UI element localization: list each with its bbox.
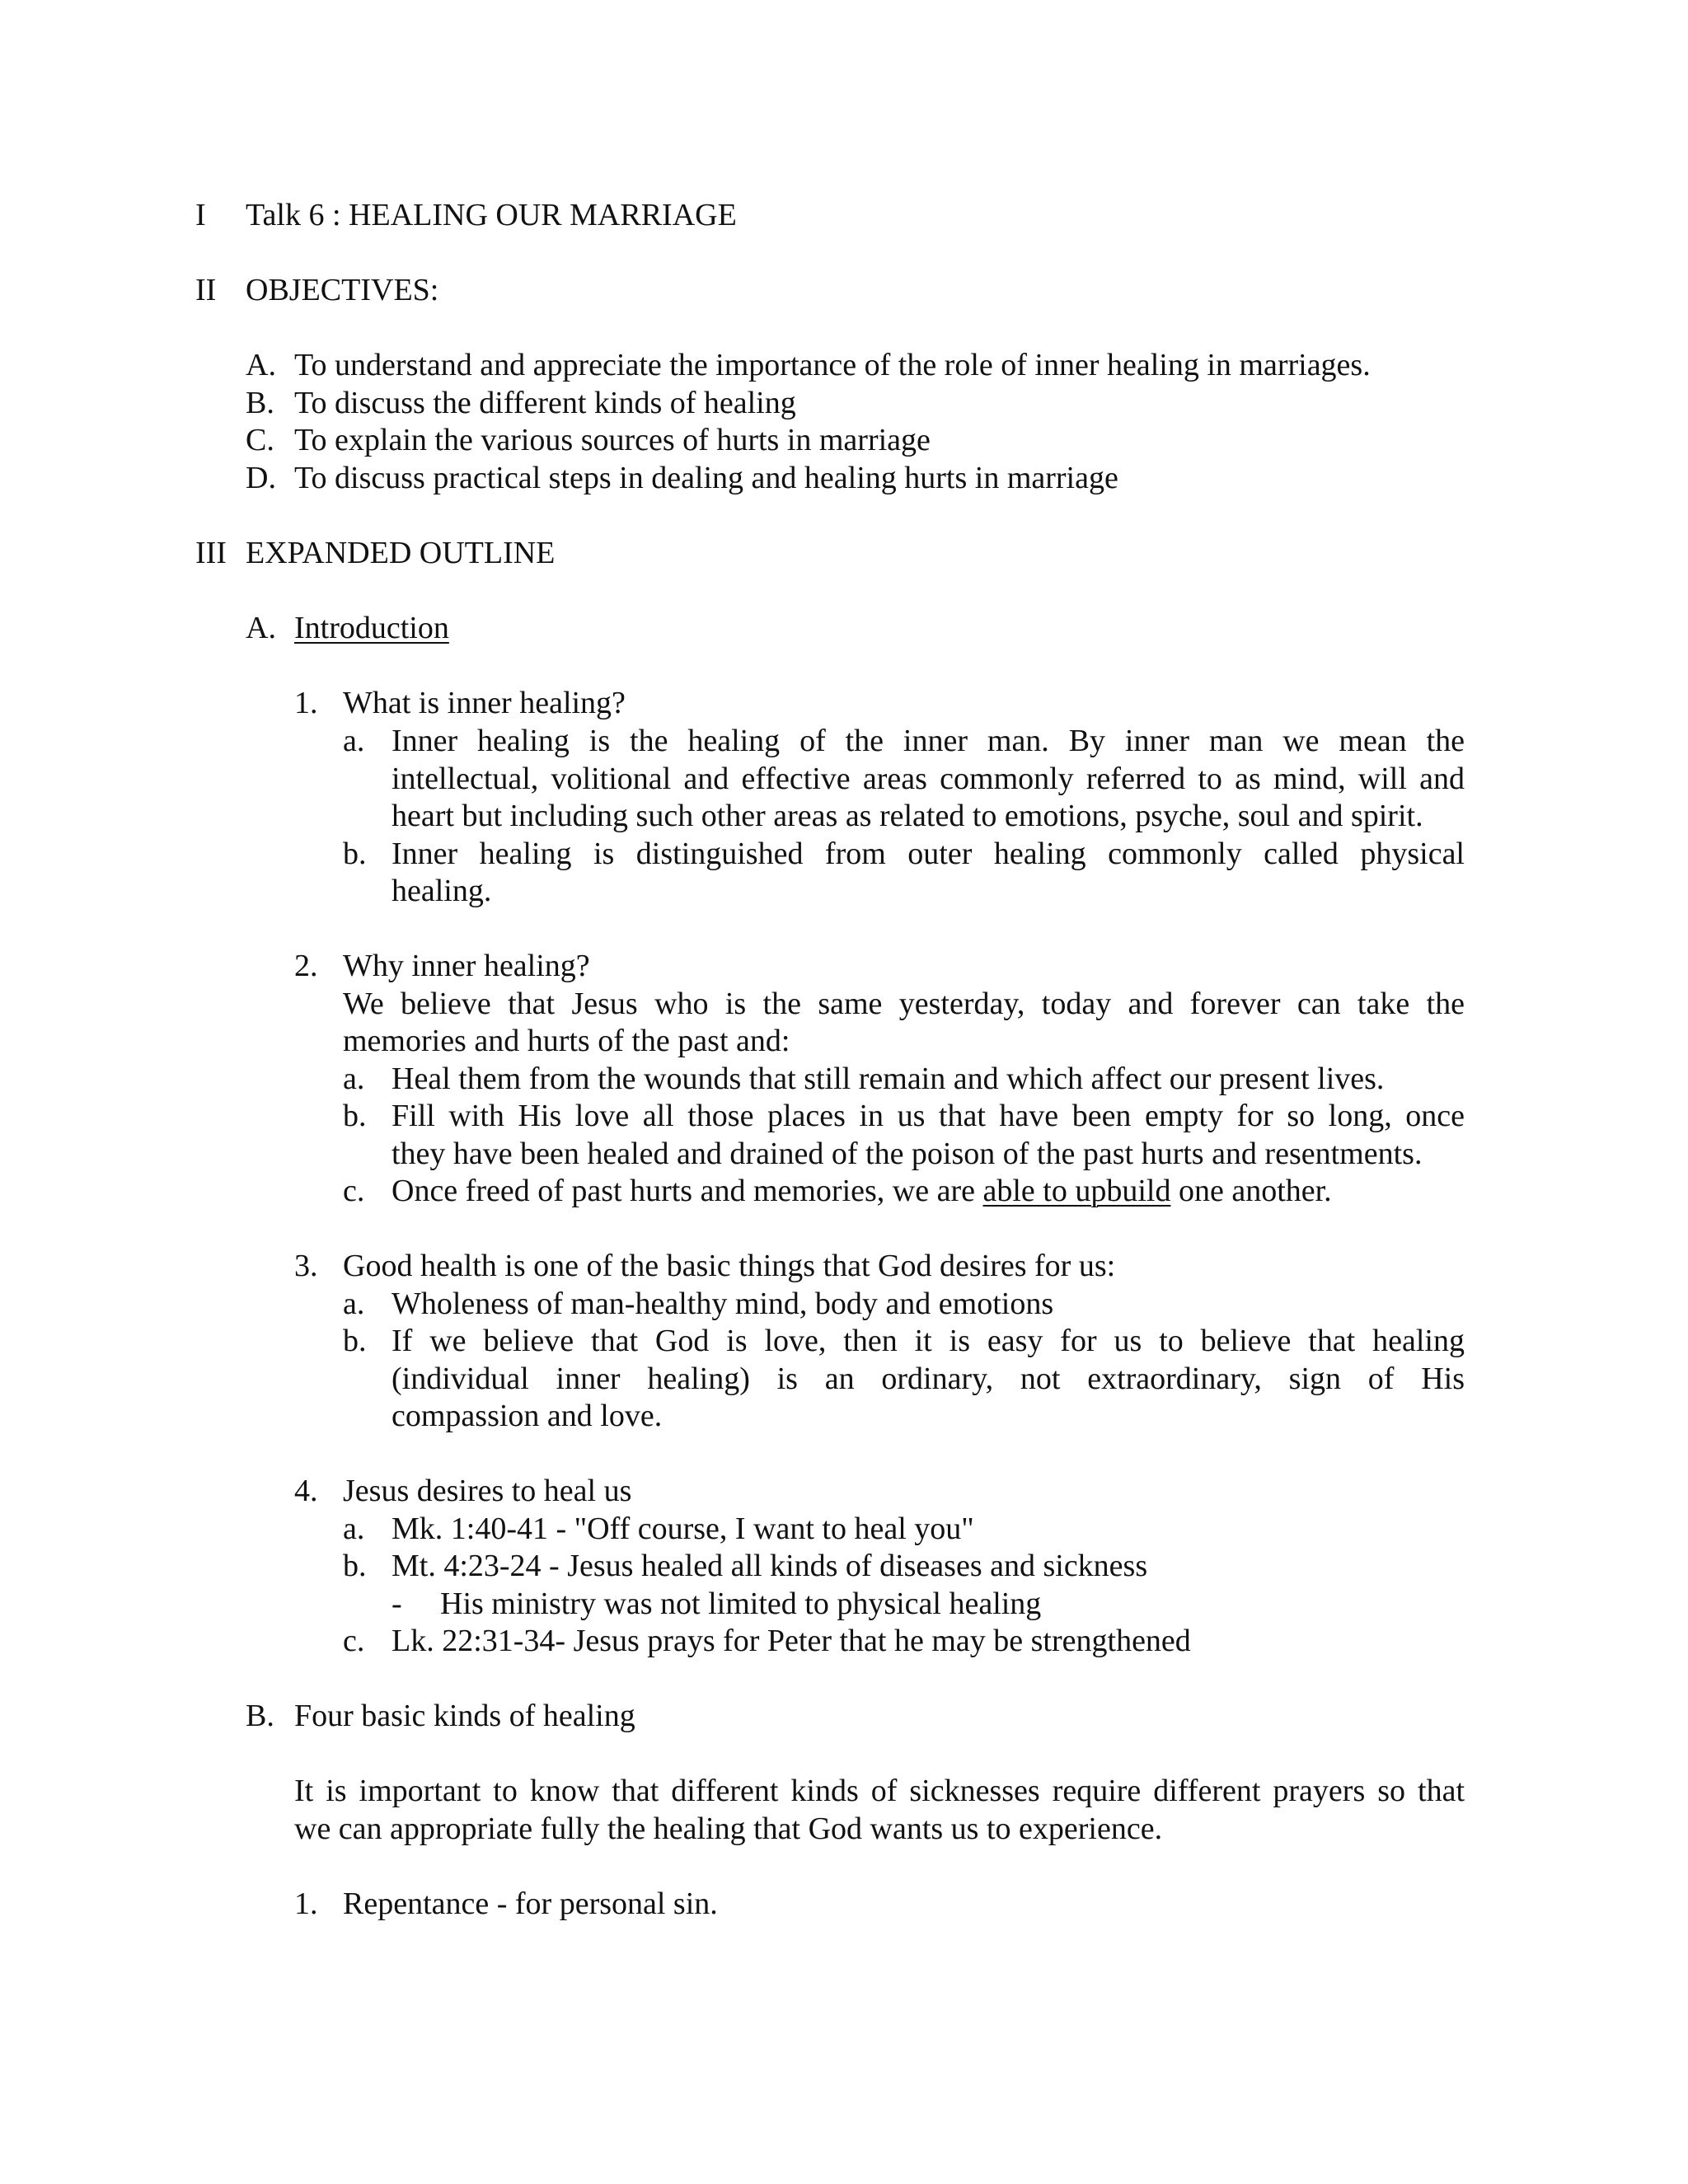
- list-label: b.: [343, 1549, 367, 1583]
- list-label: c.: [343, 1624, 365, 1658]
- body-line: It is important to know that different kinds of sicknesses require different prayers so that: [294, 1774, 1465, 1808]
- section-number: I: [195, 198, 206, 232]
- list-label: b.: [343, 1324, 367, 1358]
- list-label: a.: [343, 1062, 365, 1096]
- point-heading: Good health is one of the basic things that God desires for us:: [343, 1249, 1116, 1283]
- list-number: 4.: [294, 1474, 318, 1508]
- body-line: Inner healing is distinguished from outer healing commonly called physical: [392, 837, 1465, 871]
- list-number: 2.: [294, 949, 318, 983]
- objective-item: To understand and appreciate the importance of the role of inner healing in marriages.: [294, 348, 1371, 382]
- point-heading: Jesus desires to heal us: [343, 1474, 632, 1508]
- list-label: a.: [343, 1511, 365, 1546]
- underlined-phrase: able to upbuild: [982, 1174, 1171, 1208]
- section-number: III: [195, 536, 227, 570]
- point-heading: Why inner healing?: [343, 949, 590, 983]
- body-line: If we believe that God is love, then it is easy for us to believe that healing: [392, 1324, 1465, 1358]
- body-line: Heal them from the wounds that still remain and which affect our present lives.: [392, 1062, 1385, 1096]
- body-line: Inner healing is the healing of the inner man. By inner man we mean the: [392, 724, 1465, 758]
- objective-item: To discuss practical steps in dealing and healing hurts in marriage: [294, 461, 1118, 495]
- list-label: c.: [343, 1174, 365, 1208]
- subsection-heading: Introduction: [294, 611, 449, 645]
- body-line: His ministry was not limited to physical healing: [440, 1586, 1042, 1621]
- list-label: b.: [343, 837, 367, 871]
- body-line: (individual inner healing) is an ordinary, not extraordinary, sign of His: [392, 1361, 1465, 1396]
- body-line: We believe that Jesus who is the same yesterday, today and forever can take the: [343, 987, 1465, 1021]
- point-heading: Repentance - for personal sin.: [343, 1886, 718, 1921]
- list-label: B.: [246, 386, 274, 420]
- body-line: intellectual, volitional and effective areas commonly referred to as mind, will and: [392, 762, 1465, 796]
- body-line: they have been healed and drained of the poison of the past hurts and resentments.: [392, 1137, 1423, 1171]
- section-number: II: [195, 273, 217, 307]
- list-number: 1.: [294, 1886, 318, 1921]
- body-line: Fill with His love all those places in us that have been empty for so long, once: [392, 1099, 1465, 1133]
- body-line: healing.: [392, 874, 492, 908]
- list-label: A.: [246, 348, 276, 382]
- body-line: compassion and love.: [392, 1399, 663, 1433]
- body-line: we can appropriate fully the healing that God wants us to experience.: [294, 1811, 1163, 1846]
- list-label: B.: [246, 1699, 274, 1733]
- body-text: Once freed of past hurts and memories, we are: [392, 1174, 983, 1208]
- list-label: a.: [343, 1286, 365, 1321]
- point-heading: What is inner healing?: [343, 686, 626, 720]
- objective-item: To discuss the different kinds of healing: [294, 386, 796, 420]
- list-label: a.: [343, 724, 365, 758]
- section-heading: EXPANDED OUTLINE: [246, 536, 556, 570]
- body-line: memories and hurts of the past and:: [343, 1024, 790, 1058]
- body-line: heart but including such other areas as related to emotions, psyche, soul and spirit.: [392, 799, 1423, 833]
- body-line: Wholeness of man-healthy mind, body and emotions: [392, 1286, 1054, 1321]
- body-line: Mk. 1:40-41 - "Off course, I want to heal you": [392, 1511, 974, 1546]
- body-text: one another.: [1170, 1174, 1332, 1208]
- list-label: A.: [246, 611, 276, 645]
- list-label: b.: [343, 1099, 367, 1133]
- list-label: C.: [246, 423, 274, 457]
- body-line: [392, 1172, 1332, 1210]
- talk-title: Talk 6 : HEALING OUR MARRIAGE: [246, 198, 737, 232]
- list-label: D.: [246, 461, 276, 495]
- section-heading: OBJECTIVES:: [246, 273, 439, 307]
- subsection-heading: Four basic kinds of healing: [294, 1699, 635, 1733]
- dash-marker: -: [392, 1586, 402, 1621]
- list-number: 3.: [294, 1249, 318, 1283]
- body-line: Mt. 4:23-24 - Jesus healed all kinds of diseases and sickness: [392, 1549, 1148, 1583]
- objective-item: To explain the various sources of hurts in marriage: [294, 423, 931, 457]
- list-number: 1.: [294, 686, 318, 720]
- body-line: Lk. 22:31-34- Jesus prays for Peter that he may be strengthened: [392, 1624, 1191, 1658]
